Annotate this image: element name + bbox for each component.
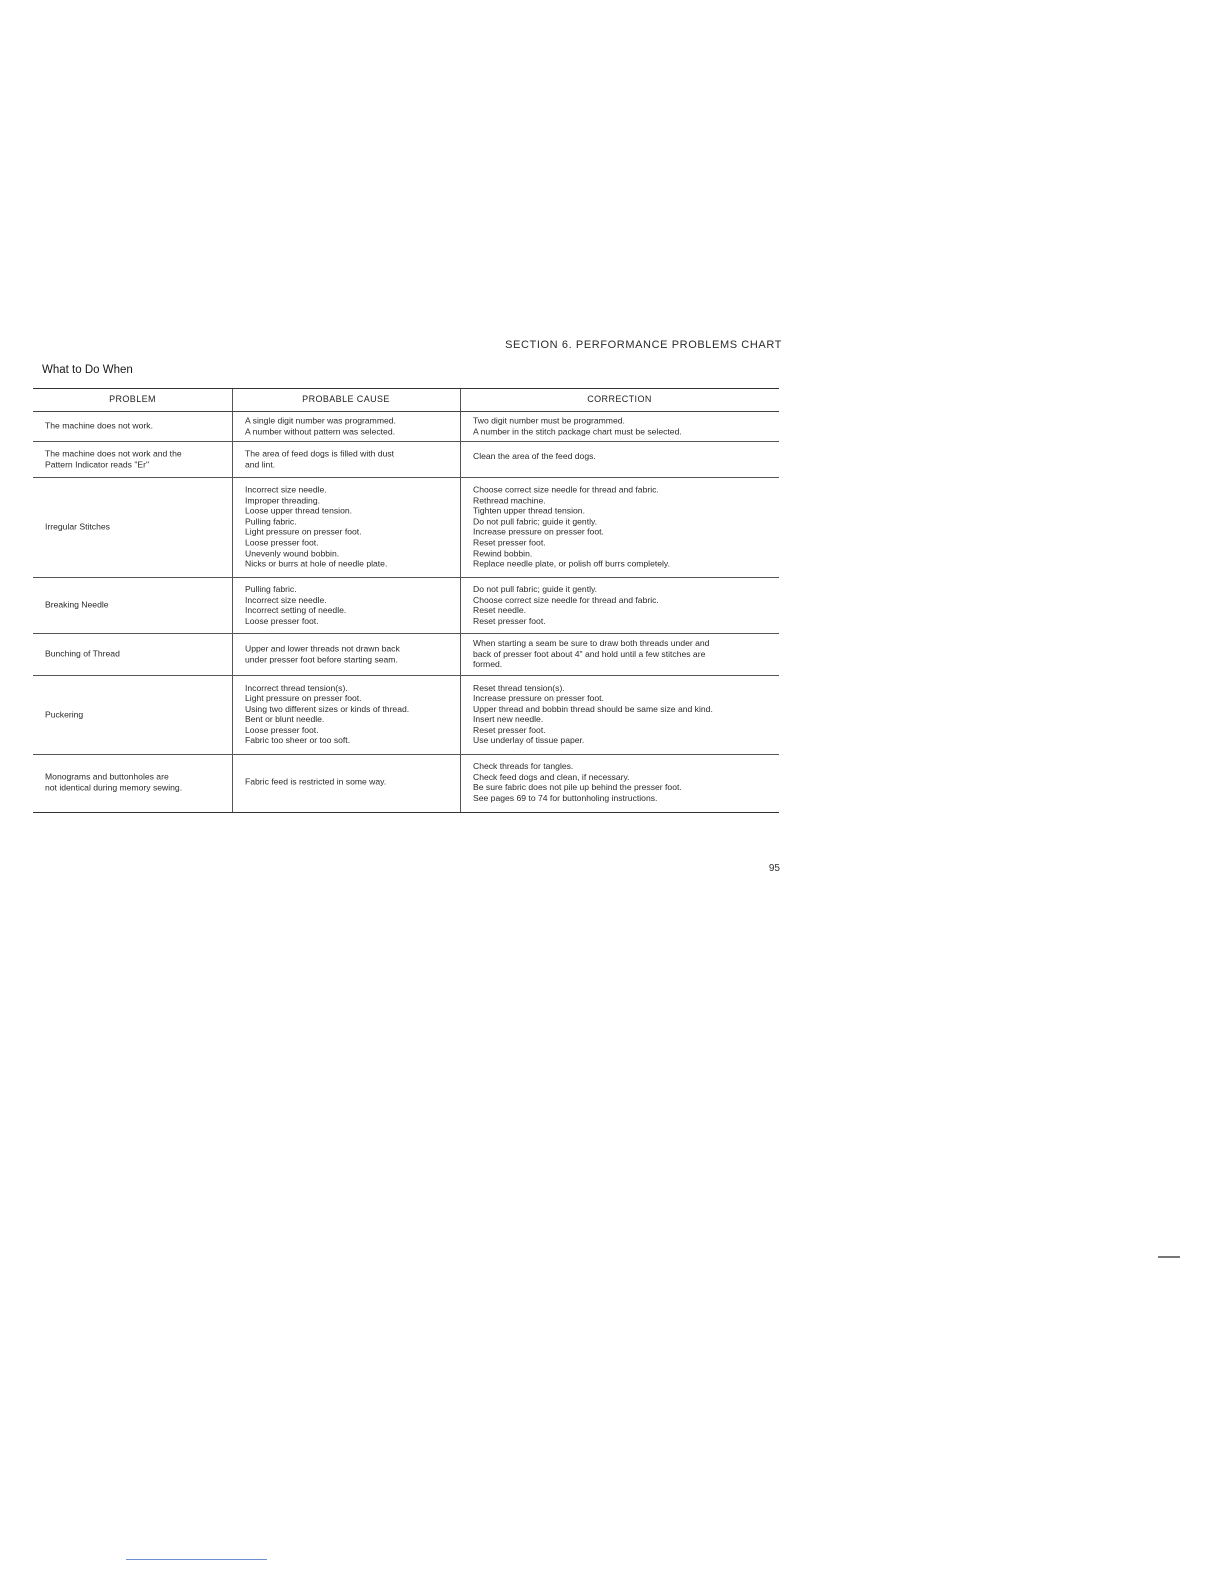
cause-text: Nicks or burrs at hole of needle plate.	[245, 558, 388, 569]
cause-text: Fabric feed is restricted in some way.	[245, 776, 387, 787]
cause-text: Light pressure on presser foot.	[245, 693, 362, 704]
table-row	[33, 577, 779, 634]
correction-text: back of presser foot about 4" and hold until a few stitches are	[473, 648, 706, 659]
correction-text: formed.	[473, 659, 503, 670]
correction-text: Be sure fabric does not pile up behind the presser foot.	[473, 782, 682, 792]
cause-text: Loose presser foot.	[245, 615, 319, 626]
cause-text: under presser foot before starting seam.	[245, 654, 398, 664]
correction-cell	[473, 761, 775, 803]
cause-text: Unevenly wound bobbin.	[245, 548, 340, 559]
problem-text: Pattern Indicator reads "Er"	[45, 459, 150, 469]
table-row	[33, 477, 779, 578]
cause-text: Pulling fabric.	[245, 583, 297, 594]
table-row	[33, 675, 779, 755]
correction-text: Reset needle.	[473, 605, 527, 615]
correction-cell	[473, 485, 775, 570]
cause-text: Improper threading.	[245, 495, 320, 506]
cause-text: Light pressure on presser foot.	[245, 527, 362, 537]
problem-cell	[45, 448, 225, 469]
cause-cell	[245, 415, 457, 436]
scan-artifact-mark	[1158, 1256, 1180, 1258]
correction-cell	[473, 683, 775, 747]
cause-cell	[245, 777, 457, 788]
column-header-probable-cause: PROBABLE CAUSE	[302, 394, 390, 404]
cause-text: and lint.	[245, 459, 276, 469]
problem-cell	[45, 421, 225, 432]
table-header-row	[33, 389, 779, 412]
correction-text: Tighten upper thread tension.	[473, 505, 585, 516]
correction-text: Choose correct size needle for thread and fabric.	[473, 484, 659, 495]
correction-text: Check feed dogs and clean, if necessary.	[473, 771, 630, 782]
correction-text: Check threads for tangles.	[473, 760, 574, 771]
cause-text: Loose presser foot.	[245, 725, 319, 736]
problem-text: Puckering	[45, 709, 84, 720]
problem-text: Monograms and buttonholes are	[45, 771, 169, 782]
cause-text: A single digit number was programmed.	[245, 415, 396, 426]
correction-cell	[473, 451, 775, 462]
cause-text: Bent or blunt needle.	[245, 714, 325, 725]
cause-text: Loose upper thread tension.	[245, 505, 353, 516]
correction-cell	[473, 584, 775, 626]
correction-text: Clean the area of the feed dogs.	[473, 451, 596, 461]
correction-text: Replace needle plate, or polish off burrs completely.	[473, 558, 670, 569]
correction-text: Choose correct size needle for thread and fabric.	[473, 594, 659, 605]
problem-cell	[45, 600, 225, 611]
cause-text: Incorrect thread tension(s).	[245, 682, 348, 693]
cause-text: Incorrect size needle.	[245, 594, 327, 605]
cause-text: Incorrect size needle.	[245, 484, 327, 495]
cause-text: Using two different sizes or kinds of thread.	[245, 703, 410, 714]
cause-cell	[245, 485, 457, 570]
problem-cell	[45, 709, 225, 720]
correction-text: When starting a seam be sure to draw both threads under and	[473, 638, 710, 649]
cause-text: Fabric too sheer or too soft.	[245, 735, 351, 746]
problem-cell	[45, 771, 225, 792]
correction-text: Upper thread and bobbin thread should be same size and kind.	[473, 703, 713, 714]
cause-cell	[245, 643, 457, 664]
column-header-problem: PROBLEM	[109, 394, 156, 404]
table-row	[33, 754, 779, 810]
cause-cell	[245, 683, 457, 747]
table-row	[33, 411, 779, 442]
correction-text: Use underlay of tissue paper.	[473, 735, 585, 746]
correction-cell	[473, 415, 775, 436]
cause-text: Upper and lower threads not drawn back	[245, 643, 400, 654]
cause-text: Incorrect setting of needle.	[245, 605, 347, 615]
cause-text: The area of feed dogs is filled with dust	[245, 448, 395, 459]
problem-text: The machine does not work.	[45, 420, 153, 431]
cause-cell	[245, 584, 457, 626]
section-title: SECTION 6. PERFORMANCE PROBLEMS CHART	[505, 339, 782, 351]
correction-text: See pages 69 to 74 for buttonholing instructions.	[473, 792, 658, 803]
correction-text: Rewind bobbin.	[473, 548, 533, 559]
correction-text: Reset presser foot.	[473, 537, 546, 548]
correction-text: A number in the stitch package chart must be selected.	[473, 426, 682, 436]
chart-subtitle: What to Do When	[42, 364, 133, 376]
problem-text: not identical during memory sewing.	[45, 782, 183, 792]
performance-problems-table	[33, 388, 779, 813]
correction-text: Increase pressure on presser foot.	[473, 527, 604, 537]
cause-cell	[245, 448, 457, 469]
correction-text: Reset thread tension(s).	[473, 682, 565, 693]
correction-text: Do not pull fabric; guide it gently.	[473, 516, 598, 527]
cause-text: A number without pattern was selected.	[245, 426, 395, 436]
problem-text: Breaking Needle	[45, 599, 109, 610]
correction-text: Rethread machine.	[473, 495, 546, 506]
cause-text: Pulling fabric.	[245, 516, 297, 527]
column-header-correction: CORRECTION	[587, 394, 652, 404]
table-row	[33, 633, 779, 676]
correction-text: Increase pressure on presser foot.	[473, 693, 604, 704]
page-number: 95	[768, 863, 780, 874]
table-row	[33, 441, 779, 478]
problem-text: The machine does not work and the	[45, 448, 182, 459]
problem-cell	[45, 522, 225, 533]
correction-text: Two digit number must be programmed.	[473, 415, 625, 426]
correction-text: Reset presser foot.	[473, 615, 546, 626]
correction-text: Insert new needle.	[473, 714, 544, 725]
problem-cell	[45, 649, 225, 660]
footer-rule	[126, 1559, 267, 1560]
problem-text: Bunching of Thread	[45, 648, 120, 659]
problem-text: Irregular Stitches	[45, 521, 110, 532]
correction-cell	[473, 638, 775, 670]
correction-text: Reset presser foot.	[473, 725, 546, 736]
correction-text: Do not pull fabric; guide it gently.	[473, 583, 598, 594]
cause-text: Loose presser foot.	[245, 537, 319, 548]
